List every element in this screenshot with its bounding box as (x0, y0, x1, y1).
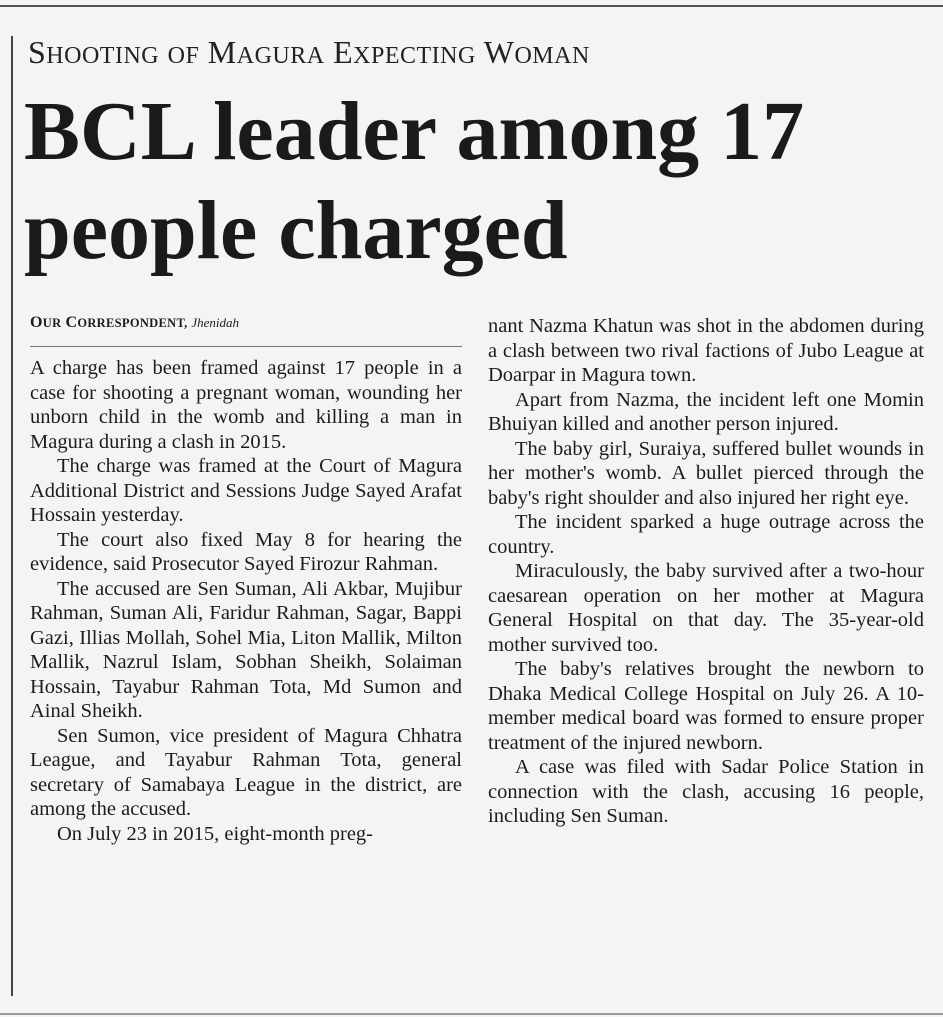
paragraph: The incident sparked a huge outrage across the country. (488, 511, 924, 558)
paragraph: nant Nazma Khatun was shot in the abdomen during a clash between two rival factions of Jubo League at Doarpar in Magura town. (488, 315, 924, 386)
paragraph: A case was filed with Sadar Police Station in connection with the clash, accusing 16 people, including Sen Suman. (488, 756, 924, 827)
article-column-left (30, 356, 462, 846)
kicker: SHOOTING OF MAGURA EXPECTING WOMAN (28, 34, 590, 70)
paragraph: The baby girl, Suraiya, suffered bullet wounds in her mother's womb. A bullet pierced through the baby's right shoulder and also injured her right eye. (488, 437, 924, 509)
paragraph: Sen Sumon, vice president of Magura Chhatra League, and Tayabur Rahman Tota, general secretary of Samabaya League in the district, are among the accused. (30, 724, 462, 820)
paragraph: The baby's relatives brought the newborn to Dhaka Medical College Hospital on July 26. A 10-member medical board was formed to ensure proper treatment of the injured newborn. (488, 658, 924, 754)
paragraph: The court also fixed May 8 for hearing the evidence, said Prosecutor Sayed Firozur Rahman. (30, 528, 462, 575)
paragraph: On July 23 in 2015, eight-month preg- (57, 822, 374, 845)
paragraph: A charge has been framed against 17 people in a case for shooting a pregnant woman, wounding her unborn child in the womb and killing a man in Magura during a clash in 2015. (30, 357, 462, 453)
byline-divider (30, 346, 462, 347)
byline-author: OUR CORRESPONDENT, (30, 314, 188, 331)
left-border (11, 36, 13, 996)
paragraph: Miraculously, the baby survived after a two-hour caesarean operation on her mother at Magura General Hospital on that day. The 35-year-old mother survived too. (488, 560, 924, 656)
byline (30, 314, 239, 332)
headline: BCL leader among 17 people charged (24, 85, 805, 277)
byline-place: Jhenidah (191, 315, 240, 330)
paragraph: The accused are Sen Suman, Ali Akbar, Mujibur Rahman, Suman Ali, Faridur Rahman, Sagar, Bappi Gazi, Illias Mollah, Sohel Mia, Liton Mallik, Milton Mallik, Nazrul Islam, Sobhan Sheikh, Solaiman Hossain, Tayabur Rahman Tota, Md Sumon and Ainal Sheikh. (30, 577, 462, 722)
bottom-border (0, 1013, 943, 1015)
paragraph: Apart from Nazma, the incident left one Momin Bhuiyan killed and another person injured. (488, 388, 924, 435)
paragraph: The charge was framed at the Court of Magura Additional District and Sessions Judge Sayed Arafat Hossain yesterday. (30, 455, 462, 526)
top-border (0, 5, 943, 7)
article-column-right (488, 314, 924, 829)
